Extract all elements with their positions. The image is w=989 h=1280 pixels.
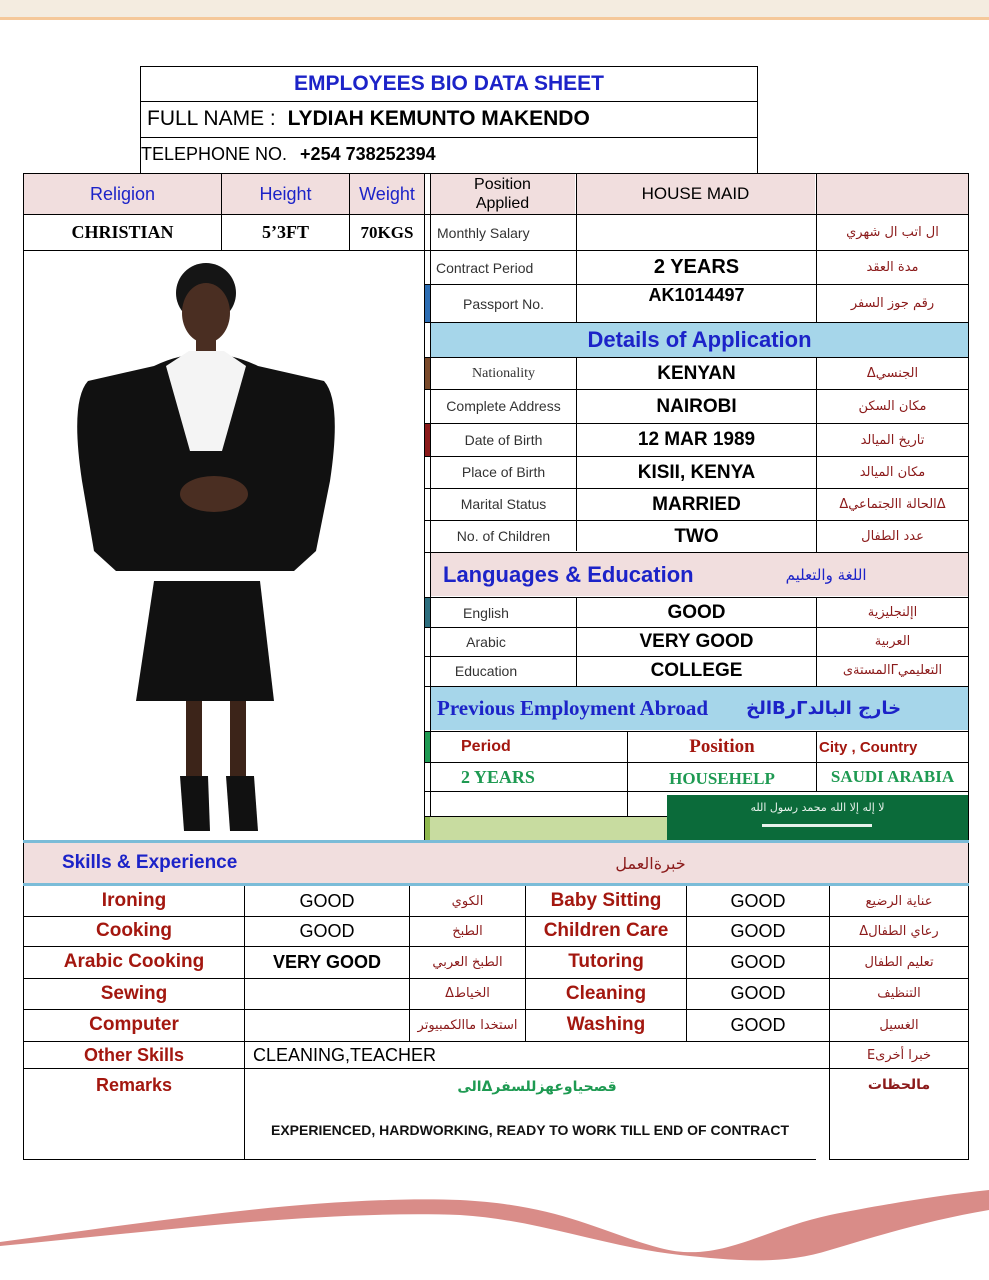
previous-heading-row [431,687,968,730]
remarks-ar-label: مالحظات [867,1077,931,1093]
skill-name: Washing [566,1014,646,1035]
saudi-flag-image [667,795,968,840]
languages-heading-row [431,553,968,596]
details-ar: عدد الطفال [861,529,924,544]
remarks-text: EXPERIENCED, HARDWORKING, READY TO WORK TILL END OF CONTRACT [270,1122,789,1138]
skill-ar: الغسيل [879,1017,919,1033]
remarks-ar-line: الىΔقصحياوعهزللسفر [457,1079,617,1095]
details-ar: Δالجنسي [866,366,919,381]
skill-ar: Δرعاي الطفال [859,923,939,939]
position-label: Position Applied [430,174,575,214]
skill-ar: الطبخ [452,923,483,939]
sheet-title: EMPLOYEES BIO DATA SHEET [140,66,758,102]
full-name-label: FULL NAME : [147,107,276,130]
skill-ar: استخدا ماالكمبيوتر [417,1017,518,1033]
weight-value: 70KGS [360,222,414,242]
religion-value: CHRISTIAN [71,222,174,242]
prev-country-value: SAUDI ARABIA [830,767,955,786]
details-ar: مكان السكن [858,399,927,414]
prev-period-value: 2 YEARS [461,766,535,787]
language-value: VERY GOOD [639,630,754,652]
details-ar: تاريخ الميالد [860,432,925,448]
details-heading: Details of Application [431,323,968,357]
city-country-label: City , Country [819,738,918,756]
languages-heading: Languages & Education [443,561,694,587]
passport-label: Passport No. [463,295,544,312]
skill-name: Cleaning [565,982,647,1004]
language-value: GOOD [667,601,726,623]
skill-name: Tutoring [568,951,644,972]
full-name-row [140,101,758,138]
telephone-label: TELEPHONE NO. [141,144,288,164]
skill-level: GOOD [730,951,786,972]
position-value: HOUSE MAID [576,174,815,214]
details-value: MARRIED [652,493,741,515]
skill-name: Arabic Cooking [63,951,205,972]
skill-name: Sewing [100,982,168,1004]
employee-photo [24,251,424,840]
skill-ar: الكوي [451,893,484,909]
other-skills-value: CLEANING,TEACHER [253,1044,437,1065]
skill-name: Children Care [543,920,669,941]
green-bar [425,817,667,840]
flag-shahada-text: لا إله إلا الله محمد رسول الله [750,801,885,814]
skill-level: GOOD [730,920,786,941]
remarks-cell-gap [24,1108,243,1159]
details-value: KENYAN [657,362,736,384]
language-ar: اإلنجليزية [867,605,918,620]
contract-period-value: 2 YEARS [653,256,740,278]
language-label: Arabic [466,633,506,650]
skills-heading-ar: خبرةالعمل [615,853,686,873]
previous-heading: Previous Employment Abroad [437,696,709,720]
religion-header: Religion [24,174,221,214]
previous-heading-ar: الخBرΓخارج البالد [746,698,902,719]
passport-ar: رقم جوز السفر [850,296,935,311]
skill-ar: عناية الرضيع [865,893,933,909]
skill-level: GOOD [730,890,786,911]
other-skills-ar: Eخبرا أخرى [866,1047,932,1063]
skill-ar: التنظيف [877,986,921,1001]
remarks-text-gap [816,1150,829,1160]
skill-level: GOOD [730,983,786,1003]
details-label: Date of Birth [464,431,543,448]
details-label: Complete Address [446,398,561,414]
skills-heading-row [24,843,968,883]
telephone-row [140,137,758,173]
language-ar: العربية [874,634,911,649]
bottom-wave-decoration [0,1160,989,1280]
details-value: TWO [674,525,719,547]
period-label: Period [461,738,511,755]
skill-ar: تعليم الطفال [864,954,934,970]
skill-level: GOOD [730,1014,786,1035]
prev-position-value: HOUSEHELP [669,769,775,788]
details-label: No. of Children [456,528,551,544]
details-value: 12 MAR 1989 [637,429,756,450]
skill-name: Computer [89,1014,179,1035]
details-value: KISII, KENYA [637,461,756,483]
skill-name: Cooking [96,920,172,941]
skill-level: GOOD [299,890,355,911]
other-skills-label: Other Skills [83,1044,185,1065]
details-label: Place of Birth [461,464,546,480]
skills-heading: Skills & Experience [62,852,238,873]
contract-period-label: Contract Period [436,259,534,276]
height-header: Height [222,174,349,214]
skill-ar: Δالخياط [445,986,490,1001]
top-banner [0,0,989,20]
skill-name: Ironing [101,890,167,911]
language-value: COLLEGE [650,659,743,681]
skill-ar: الطبخ العربي [432,954,503,970]
language-ar: المستةىΓالتعليمي [842,663,943,678]
skill-level [245,978,409,1009]
weight-header: Weight [350,174,424,214]
passport-value: AK1014497 [648,284,745,305]
details-label: Marital Status [460,496,547,512]
monthly-salary-label: Monthly Salary [437,224,530,241]
telephone-value: +254 738252394 [300,144,436,164]
details-ar: Δالحالة االجتماعيΔ [839,497,946,512]
full-name-value: LYDIAH KEMUNTO MAKENDO [287,107,590,130]
remarks-label: Remarks [95,1074,173,1095]
skill-level [245,1009,409,1041]
languages-heading-ar: اللغة والتعليم [785,565,867,584]
position-prev-label: Position [689,736,755,757]
height-value: 5’3FT [262,222,309,242]
monthly-salary-ar: ال اتب ال شهري [846,225,939,240]
language-label: English [463,604,509,621]
language-label: Education [454,662,518,679]
skill-name: Baby Sitting [550,890,662,911]
skill-level: VERY GOOD [272,951,382,972]
position-ar-cell [816,174,968,214]
contract-period-ar: مدة العقد [866,260,919,275]
skill-level: GOOD [299,920,355,941]
details-label: Nationality [472,366,535,381]
details-value: NAIROBI [656,395,737,417]
details-ar: مكان الميالد [859,465,926,480]
